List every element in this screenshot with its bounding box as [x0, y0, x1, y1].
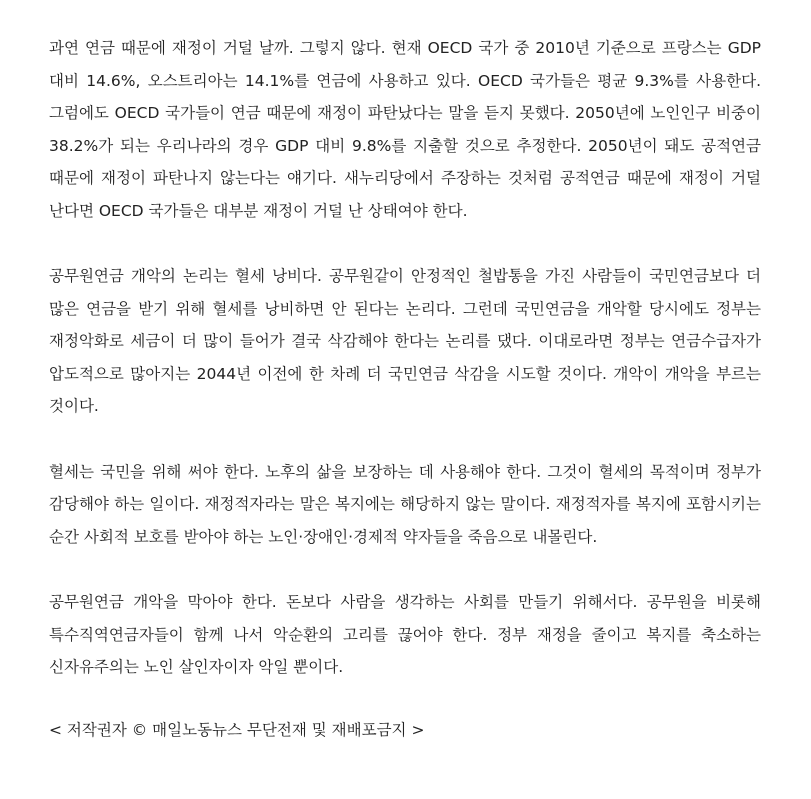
article-body	[49, 32, 761, 684]
article-paragraph: 공무원연금 개악의 논리는 혈세 낭비다. 공무원같이 안정적인 철밥통을 가진 사람들이 국민연금보다 더 많은 연금을 받기 위해 혈세를 낭비하면 안 된다는 논리다. 그런데 국민연금을 개악할 당시에도 정부는 재정악화로 세금이 더 많이 들어가 결국 삭감해야 한다는 논리를 댔다. 이대로라면 정부는 연금수급자가 압도적으로 많아지는 2044년 이전에 한 차례 더 국민연금 삭감을 시도할 것이다. 개악이 개악을 부르는 것이다.	[49, 267, 761, 415]
article-paragraph: 공무원연금 개악을 막아야 한다. 돈보다 사람을 생각하는 사회를 만들기 위해서다. 공무원을 비롯해 특수직역연금자들이 함께 나서 악순환의 고리를 끊어야 한다. 정부 재정을 줄이고 복지를 축소하는 신자유주의는 노인 살인자이자 악일 뿐이다.	[49, 593, 761, 676]
article-paragraph: 과연 연금 때문에 재정이 거덜 날까. 그렇지 않다. 현재 OECD 국가 중 2010년 기준으로 프랑스는 GDP 대비 14.6%, 오스트리아는 14.1%를 연금에 사용하고 있다. OECD 국가들은 평균 9.3%를 사용한다. 그럼에도 OECD 국가들이 연금 때문에 재정이 파탄났다는 말을 듣지 못했다. 2050년에 노인인구 비중이 38.2%가 되는 우리나라의 경우 GDP 대비 9.8%를 지출할 것으로 추정한다. 2050년이 돼도 공적연금 때문에 재정이 파탄나지 않는다는 얘기다. 새누리당에서 주장하는 것처럼 공적연금 때문에 재정이 거덜 난다면 OECD 국가들은 대부분 재정이 거덜 난 상태여야 한다.	[49, 39, 761, 220]
article-paragraph: 혈세는 국민을 위해 써야 한다. 노후의 삶을 보장하는 데 사용해야 한다. 그것이 혈세의 목적이며 정부가 감당해야 하는 일이다. 재정적자라는 말은 복지에는 해당하지 않는 말이다. 재정적자를 복지에 포함시키는 순간 사회적 보호를 받아야 하는 노인·장애인·경제적 약자들을 죽음으로 내몰린다.	[49, 462, 761, 546]
copyright-notice: < 저작권자 © 매일노동뉴스 무단전재 및 재배포금지 >	[49, 721, 425, 739]
